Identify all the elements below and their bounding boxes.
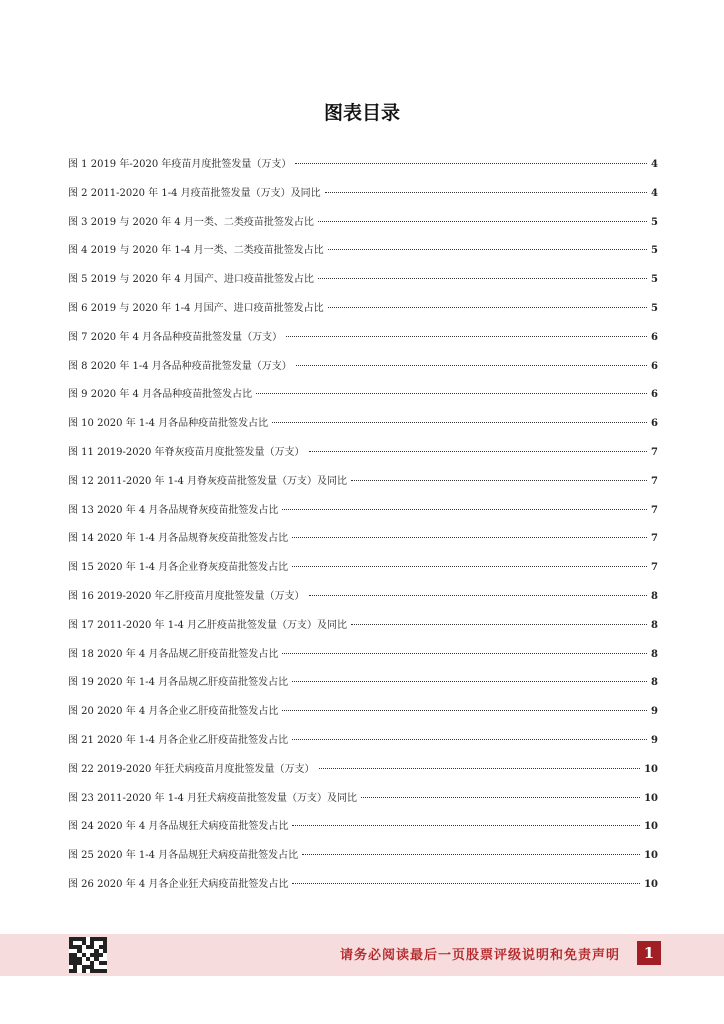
toc-dot-leader — [292, 537, 647, 538]
toc-dot-leader — [361, 797, 640, 798]
toc-entry-page: 6 — [651, 418, 658, 430]
toc-entry-page: 5 — [651, 245, 658, 257]
toc-entry-page: 10 — [644, 792, 658, 804]
toc-entry-page: 10 — [644, 821, 658, 833]
toc-dot-leader — [318, 221, 647, 222]
toc-entry[interactable] — [68, 273, 658, 302]
qr-code-icon — [69, 937, 107, 973]
toc-dot-leader — [302, 854, 640, 855]
toc-dot-leader — [292, 739, 647, 740]
toc-dot-leader — [292, 681, 647, 682]
toc-entry[interactable] — [68, 187, 658, 216]
toc-entry-page: 4 — [651, 159, 658, 170]
toc-entry-label: 图 5 2019 与 2020 年 4 月国产、进口疫苗批签发占比 — [68, 274, 314, 286]
toc-entry-page: 7 — [651, 562, 658, 574]
toc-entry-label: 图 22 2019-2020 年狂犬病疫苗月度批签发量（万支） — [68, 763, 315, 775]
toc-entry-page: 8 — [651, 677, 658, 689]
toc-entry[interactable] — [68, 504, 658, 533]
toc-entry-label: 图 24 2020 年 4 月各品规狂犬病疫苗批签发占比 — [68, 821, 289, 833]
toc-entry-page: 10 — [644, 850, 658, 862]
toc-entry-label: 图 2 2011-2020 年 1-4 月疫苗批签发量（万支）及同比 — [68, 187, 321, 199]
toc-entry-label: 图 19 2020 年 1-4 月各品规乙肝疫苗批签发占比 — [68, 677, 289, 689]
toc-entry-label: 图 7 2020 年 4 月各品种疫苗批签发量（万支） — [68, 331, 283, 343]
toc-entry-page: 8 — [651, 619, 658, 631]
toc-entry-page: 6 — [651, 331, 658, 343]
toc-entry-label: 图 9 2020 年 4 月各品种疫苗批签发占比 — [68, 389, 253, 401]
toc-entry[interactable] — [68, 475, 658, 504]
toc-entry-label: 图 3 2019 与 2020 年 4 月一类、二类疫苗批签发占比 — [68, 216, 314, 228]
toc-dot-leader — [292, 883, 640, 884]
toc-entry[interactable] — [68, 676, 658, 705]
toc-entry[interactable] — [68, 446, 658, 475]
toc-entry-label: 图 12 2011-2020 年 1-4 月脊灰疫苗批签发量（万支）及同比 — [68, 475, 347, 487]
toc-dot-leader — [282, 710, 647, 711]
toc-dot-leader — [351, 624, 647, 625]
toc-entry[interactable] — [68, 590, 658, 619]
toc-entry-page: 9 — [651, 706, 658, 718]
toc-entry[interactable] — [68, 302, 658, 331]
toc-entry-page: 5 — [651, 274, 658, 286]
toc-dot-leader — [319, 768, 641, 769]
toc-entry[interactable] — [68, 417, 658, 446]
toc-entry-label: 图 23 2011-2020 年 1-4 月狂犬病疫苗批签发量（万支）及同比 — [68, 792, 357, 804]
table-of-figures — [68, 158, 658, 907]
toc-entry-page: 10 — [644, 878, 658, 890]
toc-entry[interactable] — [68, 216, 658, 245]
toc-entry[interactable] — [68, 619, 658, 648]
toc-entry[interactable] — [68, 388, 658, 417]
toc-entry-label: 图 17 2011-2020 年 1-4 月乙肝疫苗批签发量（万支）及同比 — [68, 619, 347, 631]
toc-entry[interactable] — [68, 763, 658, 792]
toc-dot-leader — [256, 393, 647, 394]
toc-entry[interactable] — [68, 878, 658, 907]
toc-dot-leader — [318, 278, 647, 279]
toc-entry-page: 6 — [651, 389, 658, 401]
page-title: 图表目录 — [323, 102, 400, 124]
toc-entry-page: 7 — [651, 533, 658, 545]
toc-entry-page: 7 — [651, 504, 658, 516]
toc-dot-leader — [351, 480, 647, 481]
toc-entry-label: 图 25 2020 年 1-4 月各品规狂犬病疫苗批签发占比 — [68, 850, 299, 862]
qr-module — [103, 969, 107, 973]
footer-disclaimer: 请务必阅读最后一页股票评级说明和免责声明 — [339, 948, 620, 963]
toc-dot-leader — [286, 336, 647, 337]
toc-dot-leader — [309, 595, 647, 596]
toc-entry-label: 图 8 2020 年 1-4 月各品种疫苗批签发量（万支） — [68, 360, 292, 372]
toc-entry[interactable] — [68, 849, 658, 878]
toc-entry-page: 10 — [644, 763, 658, 775]
toc-entry[interactable] — [68, 648, 658, 677]
toc-entry[interactable] — [68, 820, 658, 849]
toc-entry-page: 4 — [651, 187, 658, 199]
toc-dot-leader — [282, 653, 647, 654]
toc-dot-leader — [328, 307, 647, 308]
toc-entry-label: 图 1 2019 年-2020 年疫苗月度批签发量（万支） — [68, 159, 292, 170]
toc-entry-label: 图 20 2020 年 4 月各企业乙肝疫苗批签发占比 — [68, 706, 279, 718]
toc-entry-page: 8 — [651, 648, 658, 660]
toc-entry[interactable] — [68, 158, 658, 187]
toc-dot-leader — [328, 249, 647, 250]
toc-dot-leader — [296, 365, 647, 366]
toc-entry[interactable] — [68, 331, 658, 360]
toc-entry-label: 图 6 2019 与 2020 年 1-4 月国产、进口疫苗批签发占比 — [68, 302, 324, 314]
toc-entry-page: 5 — [651, 216, 658, 228]
toc-entry[interactable] — [68, 360, 658, 389]
toc-entry[interactable] — [68, 734, 658, 763]
toc-entry-label: 图 11 2019-2020 年脊灰疫苗月度批签发量（万支） — [68, 446, 305, 458]
toc-entry-label: 图 21 2020 年 1-4 月各企业乙肝疫苗批签发占比 — [68, 734, 289, 746]
page-number: 1 — [637, 941, 661, 965]
toc-entry-label: 图 18 2020 年 4 月各品规乙肝疫苗批签发占比 — [68, 648, 279, 660]
toc-entry[interactable] — [68, 532, 658, 561]
toc-entry-label: 图 26 2020 年 4 月各企业狂犬病疫苗批签发占比 — [68, 878, 289, 890]
toc-dot-leader — [292, 825, 640, 826]
toc-entry-label: 图 16 2019-2020 年乙肝疫苗月度批签发量（万支） — [68, 590, 305, 602]
toc-entry-page: 5 — [651, 302, 658, 314]
toc-dot-leader — [295, 163, 647, 164]
toc-dot-leader — [282, 509, 647, 510]
toc-entry-label: 图 13 2020 年 4 月各品规脊灰疫苗批签发占比 — [68, 504, 279, 516]
toc-entry[interactable] — [68, 561, 658, 590]
toc-entry-label: 图 10 2020 年 1-4 月各品种疫苗批签发占比 — [68, 418, 269, 430]
toc-entry[interactable] — [68, 244, 658, 273]
toc-dot-leader — [325, 192, 647, 193]
toc-dot-leader — [309, 451, 647, 452]
toc-entry-page: 7 — [651, 475, 658, 487]
toc-entry[interactable] — [68, 705, 658, 734]
toc-dot-leader — [272, 422, 647, 423]
toc-dot-leader — [292, 566, 647, 567]
toc-entry-page: 6 — [651, 360, 658, 372]
toc-entry-page: 7 — [651, 446, 658, 458]
toc-entry-label: 图 15 2020 年 1-4 月各企业脊灰疫苗批签发占比 — [68, 562, 289, 574]
toc-entry-page: 8 — [651, 590, 658, 602]
toc-entry-page: 9 — [651, 734, 658, 746]
toc-entry[interactable] — [68, 792, 658, 821]
toc-entry-label: 图 14 2020 年 1-4 月各品规脊灰疫苗批签发占比 — [68, 533, 289, 545]
toc-entry-label: 图 4 2019 与 2020 年 1-4 月一类、二类疫苗批签发占比 — [68, 245, 324, 257]
